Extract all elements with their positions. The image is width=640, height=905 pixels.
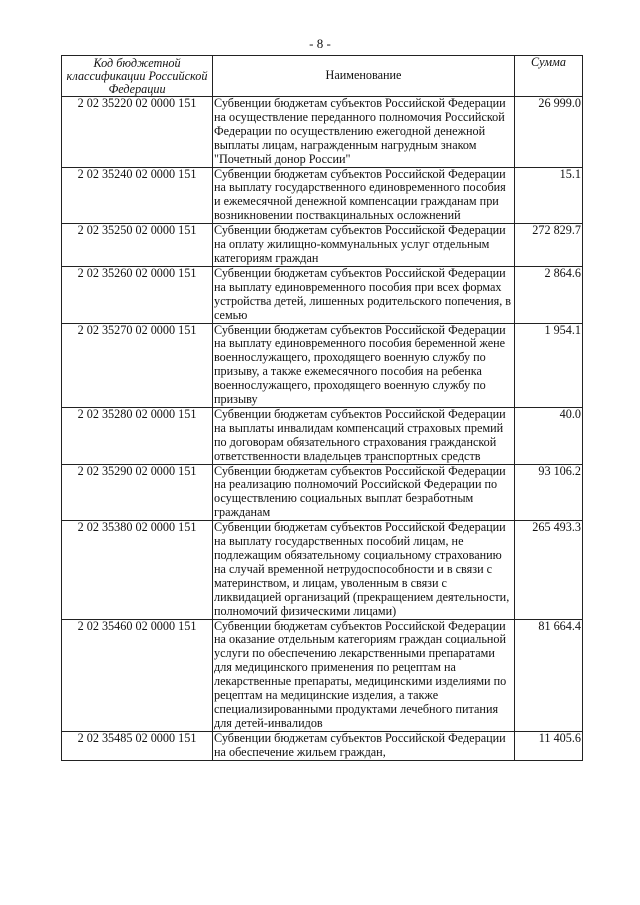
row-name: Субвенции бюджетам субъектов Российской Федерации на выплату государственного единовременного пособия и ежемесячной денежной компенсации гражданам при возникновении поствакцинальных осложнений xyxy=(213,167,515,224)
table-row xyxy=(62,464,583,521)
row-name: Субвенции бюджетам субъектов Российской Федерации на выплату единовременного пособия беременной жене военнослужащего, проходящего военную службу по призыву, а также ежемесячного пособия на ребенка военнослужащего, проходящего военную службу по призыву xyxy=(213,323,515,407)
row-name: Субвенции бюджетам субъектов Российской Федерации на выплаты инвалидам компенсаций страховых премий по договорам обязательного страхования гражданской ответственности владельцев транспортных средств xyxy=(213,407,515,464)
row-name: Субвенции бюджетам субъектов Российской Федерации на реализацию полномочий Российской Федерации по осуществлению социальных выплат безработным гражданам xyxy=(213,464,515,521)
row-code: 2 02 35290 02 0000 151 xyxy=(62,464,213,521)
row-sum: 93 106.2 xyxy=(515,464,583,521)
table-row xyxy=(62,266,583,323)
row-sum: 2 864.6 xyxy=(515,266,583,323)
row-name: Субвенции бюджетам субъектов Российской Федерации на выплату государственных пособий лицам, не подлежащим обязательному социальному страхованию на случай временной нетрудоспособности и в связи с материнством, и лицам, уволенным в связи с ликвидацией организаций (прекращением деятельности, полномочий физическими лицами) xyxy=(213,521,515,619)
row-sum: 81 664.4 xyxy=(515,619,583,731)
row-code: 2 02 35280 02 0000 151 xyxy=(62,407,213,464)
row-name: Субвенции бюджетам субъектов Российской Федерации на оплату жилищно-коммунальных услуг отдельным категориям граждан xyxy=(213,224,515,267)
row-sum: 1 954.1 xyxy=(515,323,583,407)
table-header-row xyxy=(62,56,583,97)
row-code: 2 02 35250 02 0000 151 xyxy=(62,224,213,267)
row-name: Субвенции бюджетам субъектов Российской Федерации на оказание отдельным категориям граждан социальной услуги по обеспечению лекарственными препаратами для медицинского применения по рецептам на лекарственные препараты, медицинскими изделиями по рецептам на медицинские изделия, а также специализированными продуктами лечебного питания для детей-инвалидов xyxy=(213,619,515,731)
row-name: Субвенции бюджетам субъектов Российской Федерации на выплату единовременного пособия при всех формах устройства детей, лишенных родительского попечения, в семью xyxy=(213,266,515,323)
row-sum: 272 829.7 xyxy=(515,224,583,267)
row-sum: 40.0 xyxy=(515,407,583,464)
row-code: 2 02 35485 02 0000 151 xyxy=(62,731,213,760)
row-code: 2 02 35220 02 0000 151 xyxy=(62,97,213,168)
table-row xyxy=(62,521,583,619)
header-code: Код бюджетной классификации Российской Федерации xyxy=(62,56,213,97)
row-sum: 15.1 xyxy=(515,167,583,224)
table-row xyxy=(62,97,583,168)
table-row xyxy=(62,407,583,464)
row-name: Субвенции бюджетам субъектов Российской Федерации на осуществление переданного полномочия Российской Федерации по осуществлению ежегодной денежной выплаты лицам, награжденным нагрудным знаком "Почетный донор России" xyxy=(213,97,515,168)
row-sum: 26 999.0 xyxy=(515,97,583,168)
row-code: 2 02 35270 02 0000 151 xyxy=(62,323,213,407)
row-name: Субвенции бюджетам субъектов Российской Федерации на обеспечение жильем граждан, xyxy=(213,731,515,760)
row-sum: 265 493.3 xyxy=(515,521,583,619)
table-row xyxy=(62,224,583,267)
table-row xyxy=(62,323,583,407)
page-number: - 8 - xyxy=(309,36,331,51)
budget-classification-table xyxy=(61,55,583,761)
table-row xyxy=(62,731,583,760)
row-code: 2 02 35260 02 0000 151 xyxy=(62,266,213,323)
row-code: 2 02 35460 02 0000 151 xyxy=(62,619,213,731)
table-row xyxy=(62,167,583,224)
row-code: 2 02 35240 02 0000 151 xyxy=(62,167,213,224)
header-sum: Сумма xyxy=(515,56,583,97)
table-row xyxy=(62,619,583,731)
row-sum: 11 405.6 xyxy=(515,731,583,760)
header-name: Наименование xyxy=(213,56,515,97)
row-code: 2 02 35380 02 0000 151 xyxy=(62,521,213,619)
